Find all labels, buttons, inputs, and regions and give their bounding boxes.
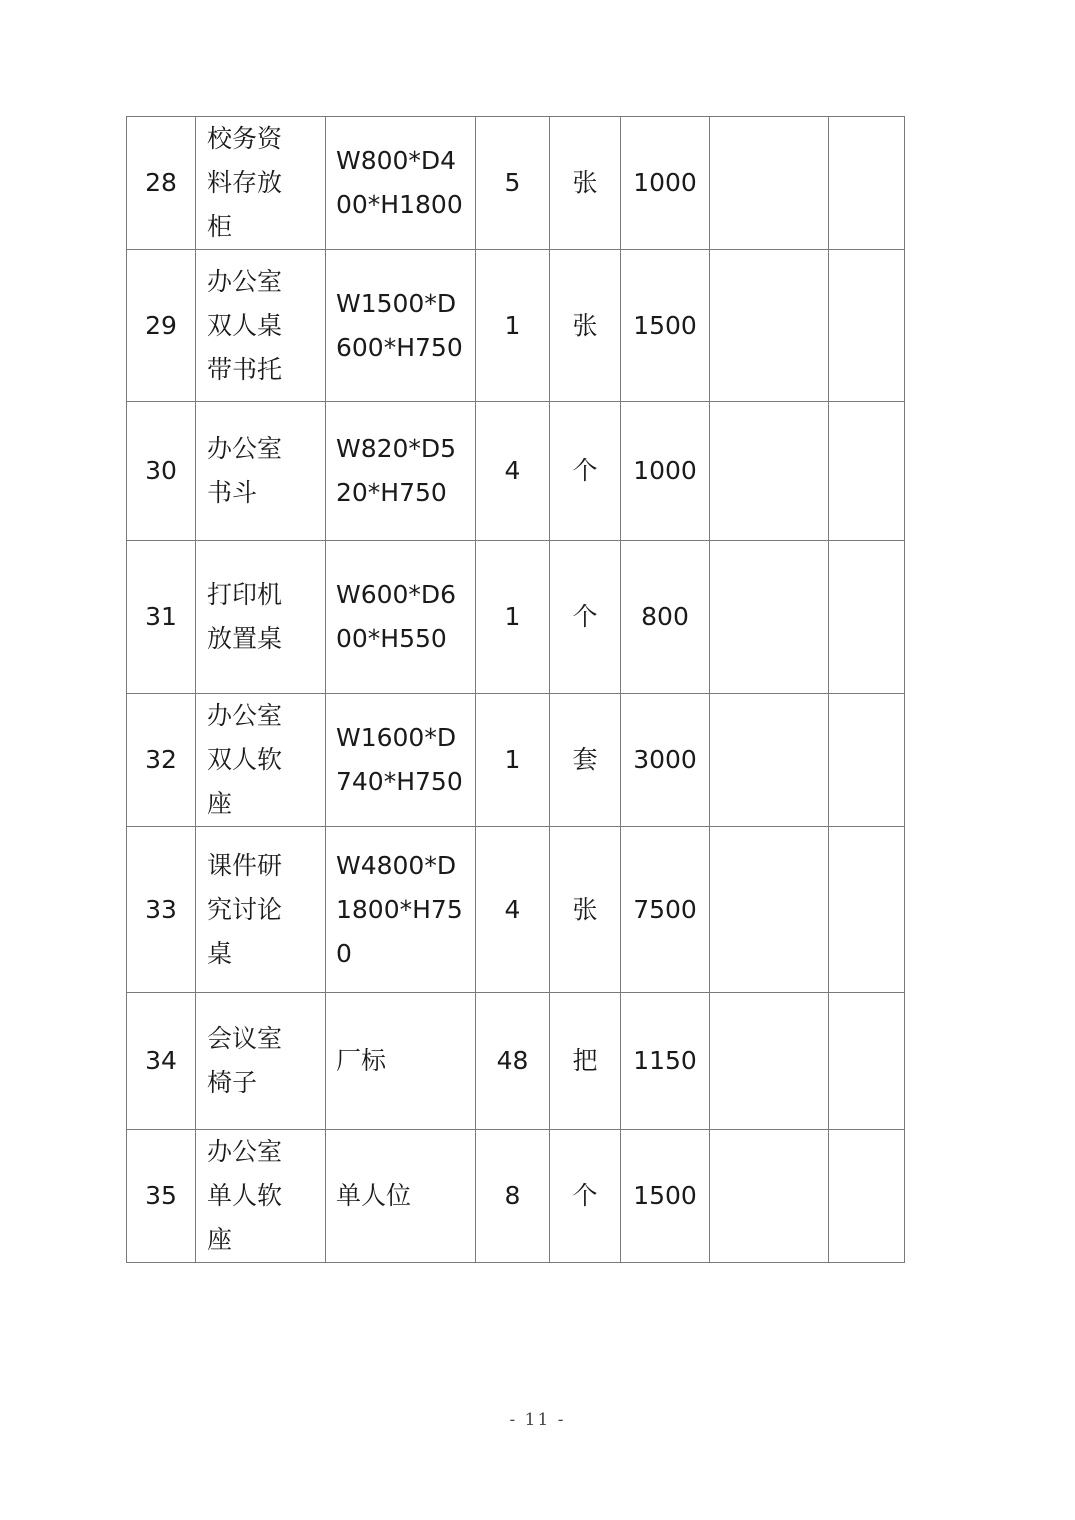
- item-spec-text: W1500*D 600*H750: [336, 288, 463, 362]
- item-name: [196, 250, 326, 402]
- item-unit: 张: [550, 827, 621, 993]
- item-price: 1000: [621, 117, 710, 250]
- item-price: 1500: [621, 250, 710, 402]
- item-name-text: 校务资 料存放 柜: [207, 124, 283, 241]
- row-index: 34: [127, 993, 196, 1130]
- empty-cell: [710, 694, 829, 827]
- row-index: 30: [127, 402, 196, 541]
- empty-cell: [710, 402, 829, 541]
- item-name-text: 办公室 单人软 座: [207, 1137, 283, 1254]
- empty-cell: [710, 827, 829, 993]
- empty-cell: [829, 993, 905, 1130]
- item-spec: [326, 827, 476, 993]
- row-index: 33: [127, 827, 196, 993]
- item-price: 800: [621, 541, 710, 694]
- item-spec: [326, 993, 476, 1130]
- item-spec-text: 厂标: [336, 1046, 387, 1075]
- empty-cell: [710, 993, 829, 1130]
- item-name: [196, 827, 326, 993]
- item-unit: 套: [550, 694, 621, 827]
- item-name-text: 办公室 双人软 座: [207, 701, 283, 818]
- item-price: 1500: [621, 1130, 710, 1263]
- item-name: [196, 402, 326, 541]
- table-row: [127, 694, 905, 827]
- item-name: [196, 993, 326, 1130]
- row-index: 32: [127, 694, 196, 827]
- item-spec-text: W4800*D 1800*H75 0: [336, 850, 463, 968]
- empty-cell: [829, 541, 905, 694]
- item-name: [196, 541, 326, 694]
- item-quantity: 4: [476, 827, 550, 993]
- item-unit: 个: [550, 402, 621, 541]
- table-row: [127, 117, 905, 250]
- empty-cell: [829, 117, 905, 250]
- item-quantity: 8: [476, 1130, 550, 1263]
- item-spec: [326, 250, 476, 402]
- empty-cell: [710, 1130, 829, 1263]
- item-unit: 个: [550, 541, 621, 694]
- item-price: 1150: [621, 993, 710, 1130]
- item-spec-text: W600*D6 00*H550: [336, 580, 457, 653]
- row-index: 31: [127, 541, 196, 694]
- item-name-text: 会议室 椅子: [207, 1024, 283, 1097]
- item-spec: [326, 402, 476, 541]
- item-price: 3000: [621, 694, 710, 827]
- item-unit: 个: [550, 1130, 621, 1263]
- item-unit: 张: [550, 117, 621, 250]
- item-name-text: 课件研 究讨论 桌: [207, 850, 283, 968]
- row-index: 29: [127, 250, 196, 402]
- item-name-text: 办公室 书斗: [207, 434, 283, 507]
- table-row: [127, 402, 905, 541]
- item-unit: 把: [550, 993, 621, 1130]
- item-name-text: 打印机 放置桌: [207, 580, 283, 653]
- item-spec-text: W800*D4 00*H1800: [336, 146, 463, 219]
- item-spec-text: W820*D5 20*H750: [336, 434, 457, 507]
- empty-cell: [829, 827, 905, 993]
- table-row: [127, 1130, 905, 1263]
- item-quantity: 1: [476, 541, 550, 694]
- empty-cell: [710, 117, 829, 250]
- item-name: [196, 117, 326, 250]
- item-name: [196, 1130, 326, 1263]
- item-quantity: 1: [476, 694, 550, 827]
- row-index: 28: [127, 117, 196, 250]
- furniture-table: [126, 116, 905, 1263]
- item-unit: 张: [550, 250, 621, 402]
- item-name: [196, 694, 326, 827]
- empty-cell: [829, 402, 905, 541]
- item-spec: [326, 1130, 476, 1263]
- page-number: - 11 -: [509, 1410, 566, 1430]
- item-quantity: 48: [476, 993, 550, 1130]
- table-row: [127, 541, 905, 694]
- empty-cell: [829, 250, 905, 402]
- table-row: [127, 827, 905, 993]
- item-name-text: 办公室 双人桌 带书托: [207, 266, 283, 384]
- item-quantity: 4: [476, 402, 550, 541]
- table-row: [127, 250, 905, 402]
- empty-cell: [829, 1130, 905, 1263]
- item-spec-text: W1600*D 740*H750: [336, 723, 463, 796]
- item-spec-text: 单人位: [336, 1181, 412, 1210]
- empty-cell: [710, 541, 829, 694]
- item-quantity: 5: [476, 117, 550, 250]
- item-price: 1000: [621, 402, 710, 541]
- item-quantity: 1: [476, 250, 550, 402]
- item-spec: [326, 694, 476, 827]
- row-index: 35: [127, 1130, 196, 1263]
- empty-cell: [829, 694, 905, 827]
- table-row: [127, 993, 905, 1130]
- item-spec: [326, 541, 476, 694]
- item-spec: [326, 117, 476, 250]
- empty-cell: [710, 250, 829, 402]
- item-price: 7500: [621, 827, 710, 993]
